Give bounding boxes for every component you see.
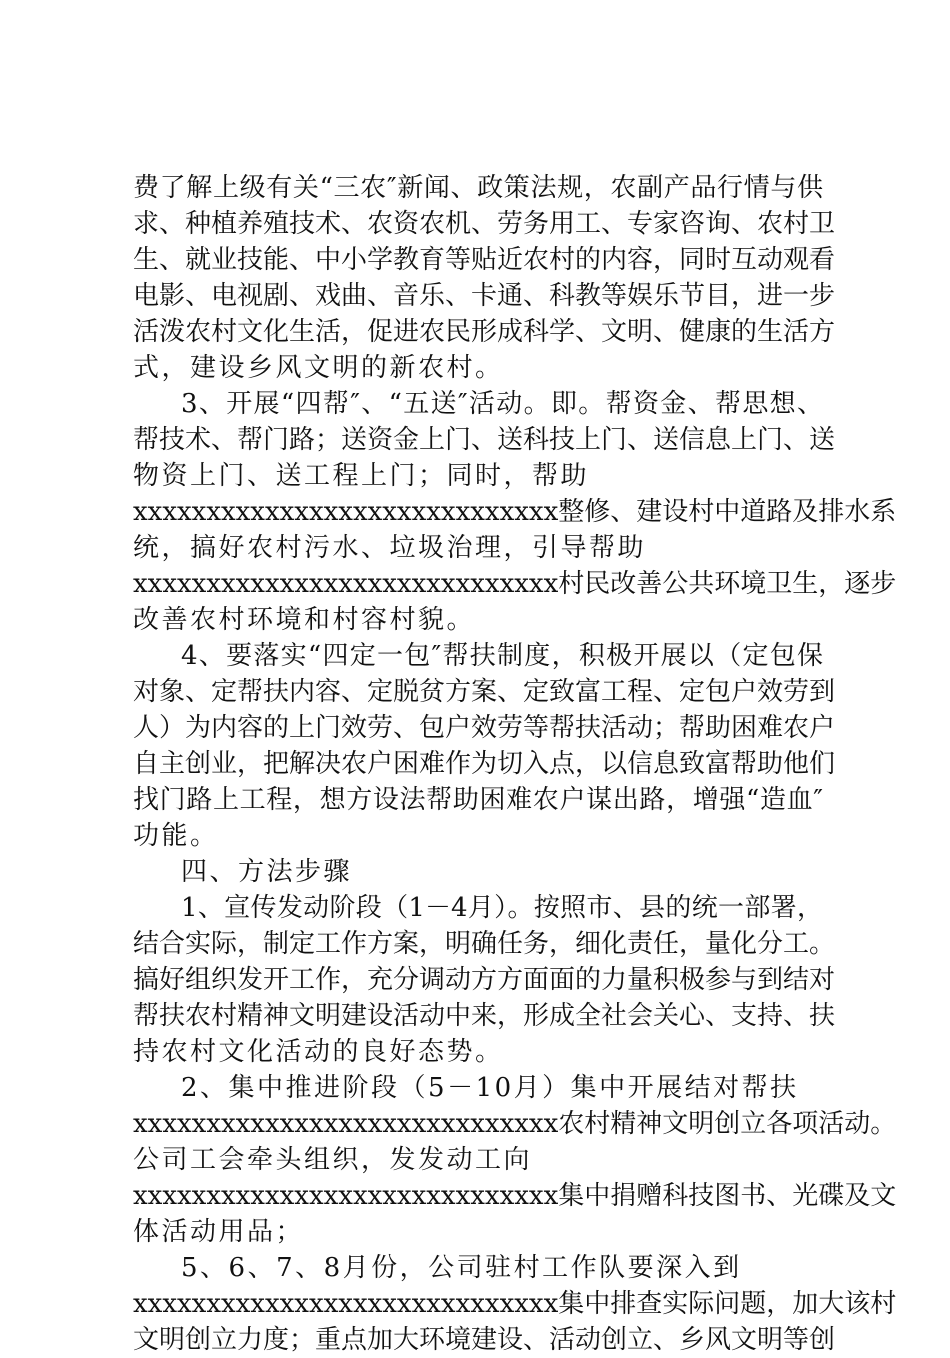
text-line-1: 费了解上级有关“三农″新闻、政策法规，农副产品行情与供 bbox=[133, 173, 823, 203]
text-line-2: 求、种植养殖技术、农资农机、劳务用工、专家咨询、农村卫 bbox=[133, 209, 836, 239]
text-line-33: 文明创立力度；重点加大环境建设、活动创立、乡风文明等创 bbox=[133, 1325, 836, 1355]
text-line-9: 物资上门、送工程上门；同时，帮助 bbox=[133, 461, 590, 491]
text-line-3: 生、就业技能、中小学教育等贴近农村的内容，同时互动观看 bbox=[133, 245, 836, 275]
text-line-22: 结合实际，制定工作方案，明确任务，细化责任，量化分工。 bbox=[133, 929, 836, 959]
text-line-24: 帮扶农村精神文明建设活动中来，形成全社会关心、支持、扶 bbox=[133, 1001, 836, 1031]
text-line-5: 活泼农村文化生活，促进农民形成科学、文明、健康的生活方 bbox=[133, 317, 836, 347]
text-line-25: 持农村文化活动的良好态势。 bbox=[133, 1037, 504, 1067]
text-line-16: 人）为内容的上门效劳、包户效劳等帮扶活动；帮助困难农户 bbox=[133, 713, 836, 743]
text-line-30: 体活动用品； bbox=[133, 1217, 305, 1247]
text-line-4: 电影、电视剧、戏曲、音乐、卡通、科教等娱乐节目，进一步 bbox=[133, 281, 836, 311]
text-line-23: 搞好组织发开工作，充分调动方方面面的力量积极参与到结对 bbox=[133, 965, 836, 995]
text-line-7: 3、开展“四帮″、“五送″活动。即。帮资金、帮思想、 bbox=[181, 389, 823, 419]
text-line-10: xxxxxxxxxxxxxxxxxxxxxxxxxxxxx整修、建设村中道路及排水系 bbox=[133, 497, 897, 527]
text-line-26: 2、集中推进阶段（5－10月）集中开展结对帮扶 bbox=[181, 1073, 799, 1103]
text-line-27: xxxxxxxxxxxxxxxxxxxxxxxxxxxxx农村精神文明创立各项活动。 bbox=[133, 1109, 897, 1139]
text-line-29: xxxxxxxxxxxxxxxxxxxxxxxxxxxxx集中捐赠科技图书、光碟及文 bbox=[133, 1181, 897, 1211]
text-line-15: 对象、定帮扶内容、定脱贫方案、定致富工程、定包户效劳到 bbox=[133, 677, 836, 707]
text-line-21: 1、宣传发动阶段（1－4月）。按照市、县的统一部署， bbox=[181, 893, 823, 923]
section-heading: 四、方法步骤 bbox=[181, 857, 353, 887]
text-line-28: 公司工会牵头组织，发发动工向 bbox=[133, 1145, 533, 1175]
text-line-12: xxxxxxxxxxxxxxxxxxxxxxxxxxxxx村民改善公共环境卫生，逐步 bbox=[133, 569, 897, 599]
text-line-32: xxxxxxxxxxxxxxxxxxxxxxxxxxxxx集中排查实际问题，加大该村 bbox=[133, 1289, 897, 1319]
text-line-11: 统，搞好农村污水、垃圾治理，引导帮助 bbox=[133, 533, 647, 563]
text-line-14: 4、要落实“四定一包″帮扶制度，积极开展以（定包保 bbox=[181, 641, 823, 671]
text-line-19: 功能。 bbox=[133, 821, 219, 851]
text-line-8: 帮技术、帮门路；送资金上门、送科技上门、送信息上门、送 bbox=[133, 425, 836, 455]
text-line-6: 式，建设乡风文明的新农村。 bbox=[133, 353, 504, 383]
text-line-31: 5、6、7、8月份，公司驻村工作队要深入到 bbox=[181, 1253, 742, 1283]
text-line-17: 自主创业，把解决农户困难作为切入点，以信息致富帮助他们 bbox=[133, 749, 836, 779]
text-line-18: 找门路上工程，想方设法帮助困难农户谋出路，增强“造血″ bbox=[133, 785, 823, 815]
text-line-13: 改善农村环境和村容村貌。 bbox=[133, 605, 476, 635]
